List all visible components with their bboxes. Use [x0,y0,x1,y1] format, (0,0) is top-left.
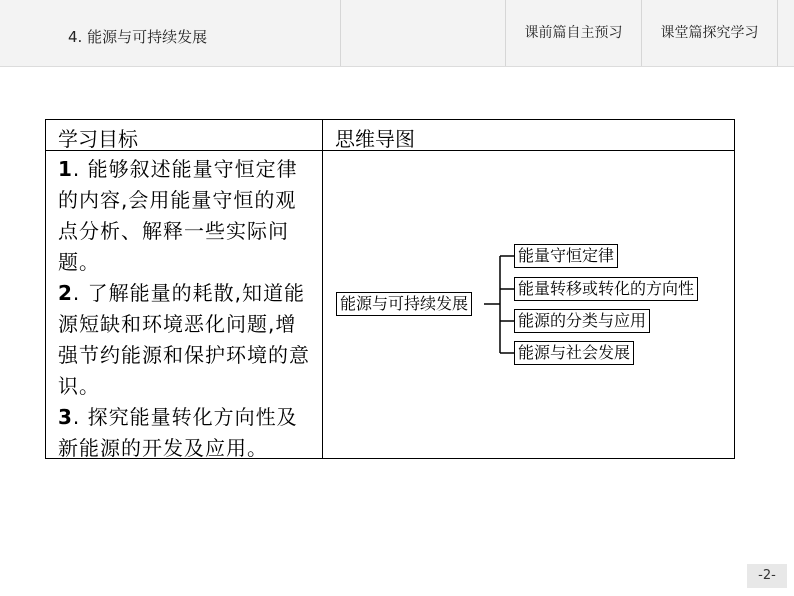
mindmap-branch-node: 能量转移或转化的方向性 [514,277,698,301]
mindmap-root-node: 能源与可持续发展 [336,292,472,316]
mindmap-branch-node: 能源与社会发展 [514,341,634,365]
mindmap-branch-node: 能源的分类与应用 [514,309,650,333]
column-header-objectives: 学习目标 [58,127,138,151]
mindmap-branch-node: 能量守恒定律 [514,244,618,268]
lesson-title: 4. 能源与可持续发展 [68,28,208,46]
header-divider [777,0,778,66]
page-number: -2- [747,564,787,588]
objective-item: 2. 了解能量的耗散,知道能源短缺和环境恶化问题,增强节约能源和保护环境的意识。 [58,281,310,398]
header-bar [0,0,794,67]
objective-item: 1. 能够叙述能量守恒定律的内容,会用能量守恒的观点分析、解释一些实际问题。 [58,157,298,274]
nav-tab-label: 课前篇自主预习 [524,25,623,41]
header-divider [340,0,341,66]
learning-objectives [58,154,316,464]
objective-item: 3. 探究能量转化方向性及新能源的开发及应用。 [58,405,298,460]
nav-tab-classroom[interactable] [642,0,777,66]
column-header-mindmap: 思维导图 [335,127,415,151]
nav-tab-preview[interactable] [506,0,641,66]
table-rule [322,120,323,458]
nav-tab-label: 课堂篇探究学习 [660,25,759,41]
